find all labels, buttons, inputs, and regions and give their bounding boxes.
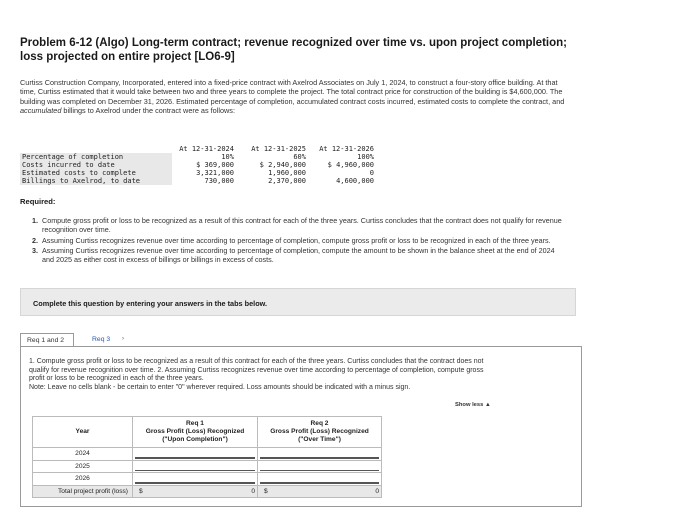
- chevron-right-icon: ›: [122, 336, 124, 342]
- list-item: 2. Assuming Curtiss recognizes revenue over time according to percentage of completion, compute gross profit or loss to be recognized in each of the three years.: [32, 235, 551, 245]
- table-row: 2024: [33, 448, 382, 461]
- contract-data-table: [20, 145, 374, 185]
- req1-2024-input[interactable]: [133, 448, 257, 460]
- req1-2025-input[interactable]: [133, 461, 257, 473]
- required-heading: Required:: [20, 197, 56, 206]
- table-row: Billings to Axelrod, to date 730,000 2,370,000 4,600,000: [22, 177, 374, 185]
- table-row: Costs incurred to date $ 369,000 $ 2,940,000 $ 4,960,000: [22, 161, 374, 169]
- answer-table: [32, 416, 382, 498]
- tab-req-1-and-2[interactable]: Req 1 and 2: [20, 333, 74, 346]
- tab-req-3[interactable]: Req 3: [92, 336, 111, 343]
- table-row: Percentage of completion 10% 60% 100%: [22, 153, 374, 161]
- required-list: [32, 216, 567, 266]
- req2-2025-input[interactable]: [258, 461, 381, 473]
- req1-2026-input[interactable]: [133, 473, 257, 485]
- col-header-year: Year: [33, 417, 133, 448]
- col-header-2025: At 12-31-2025: [251, 145, 306, 153]
- req2-total: $ 0: [264, 487, 379, 495]
- list-item: 1. Compute gross profit or loss to be recognized as a result of this contract for each of the three years. Curtiss concludes that the contract does not qualify for revenue recognition over time.: [32, 216, 562, 234]
- table-row: 2026: [33, 473, 382, 486]
- problem-title: Problem 6-12 (Algo) Long-term contract; revenue recognized over time vs. upon project completion; loss projected on entire project [LO6-9]: [20, 37, 567, 63]
- problem-intro: Curtiss Construction Company, Incorporated, entered into a fixed-price contract with Axelrod Associates on July 1, 2024, to construct a four-story office building. At that time, Curtiss estimated that it would take between two and three years to complete the project. The total contract price for construction of the building is $4,600,000. The building was completed on December 31, 2026. Estimated percentage of completion, accumulated contract costs incurred, estimated costs to complete the contract, and accumulated billings to Axelrod under the contract were as follows:: [20, 78, 565, 116]
- col-header-req2: Req 2 Gross Profit (Loss) Recognized ("Over Time"): [258, 417, 382, 448]
- list-item: 3. Assuming Curtiss recognizes revenue over time according to percentage of completion, compute the amount to be shown in the balance sheet at the end of 2024 and 2025 as either cost in excess of billings or billings in excess of costs.: [32, 246, 555, 264]
- table-row: 2025: [33, 460, 382, 473]
- col-header-req1: Req 1 Gross Profit (Loss) Recognized ("Upon Completion"): [133, 417, 258, 448]
- complete-question-banner: Complete this question by entering your answers in the tabs below.: [20, 288, 576, 316]
- req1-total: $ 0: [139, 487, 255, 495]
- col-header-2024: At 12-31-2024: [179, 145, 234, 153]
- req2-2024-input[interactable]: [258, 448, 381, 460]
- col-header-2026: At 12-31-2026: [319, 145, 374, 153]
- table-row: Estimated costs to complete 3,321,000 1,960,000 0: [22, 169, 374, 177]
- total-row: Total project profit (loss) $ 0 $ 0: [33, 485, 382, 498]
- req2-2026-input[interactable]: [258, 473, 381, 485]
- panel-instructions: 1. Compute gross profit or loss to be recognized as a result of this contract for each of the three years. Curtiss concludes that the contract does not qualify for revenue recognition over time. 2. Assuming Curtiss recognizes revenue over time according to percentage of completion, compute gross profit or loss to be recognized in each of the three years. Note: Leave no cells blank - be certain to enter "0" wherever required. Loss amounts should be indicated with a minus sign.: [29, 358, 484, 391]
- show-less-link[interactable]: Show less ▲: [455, 402, 491, 408]
